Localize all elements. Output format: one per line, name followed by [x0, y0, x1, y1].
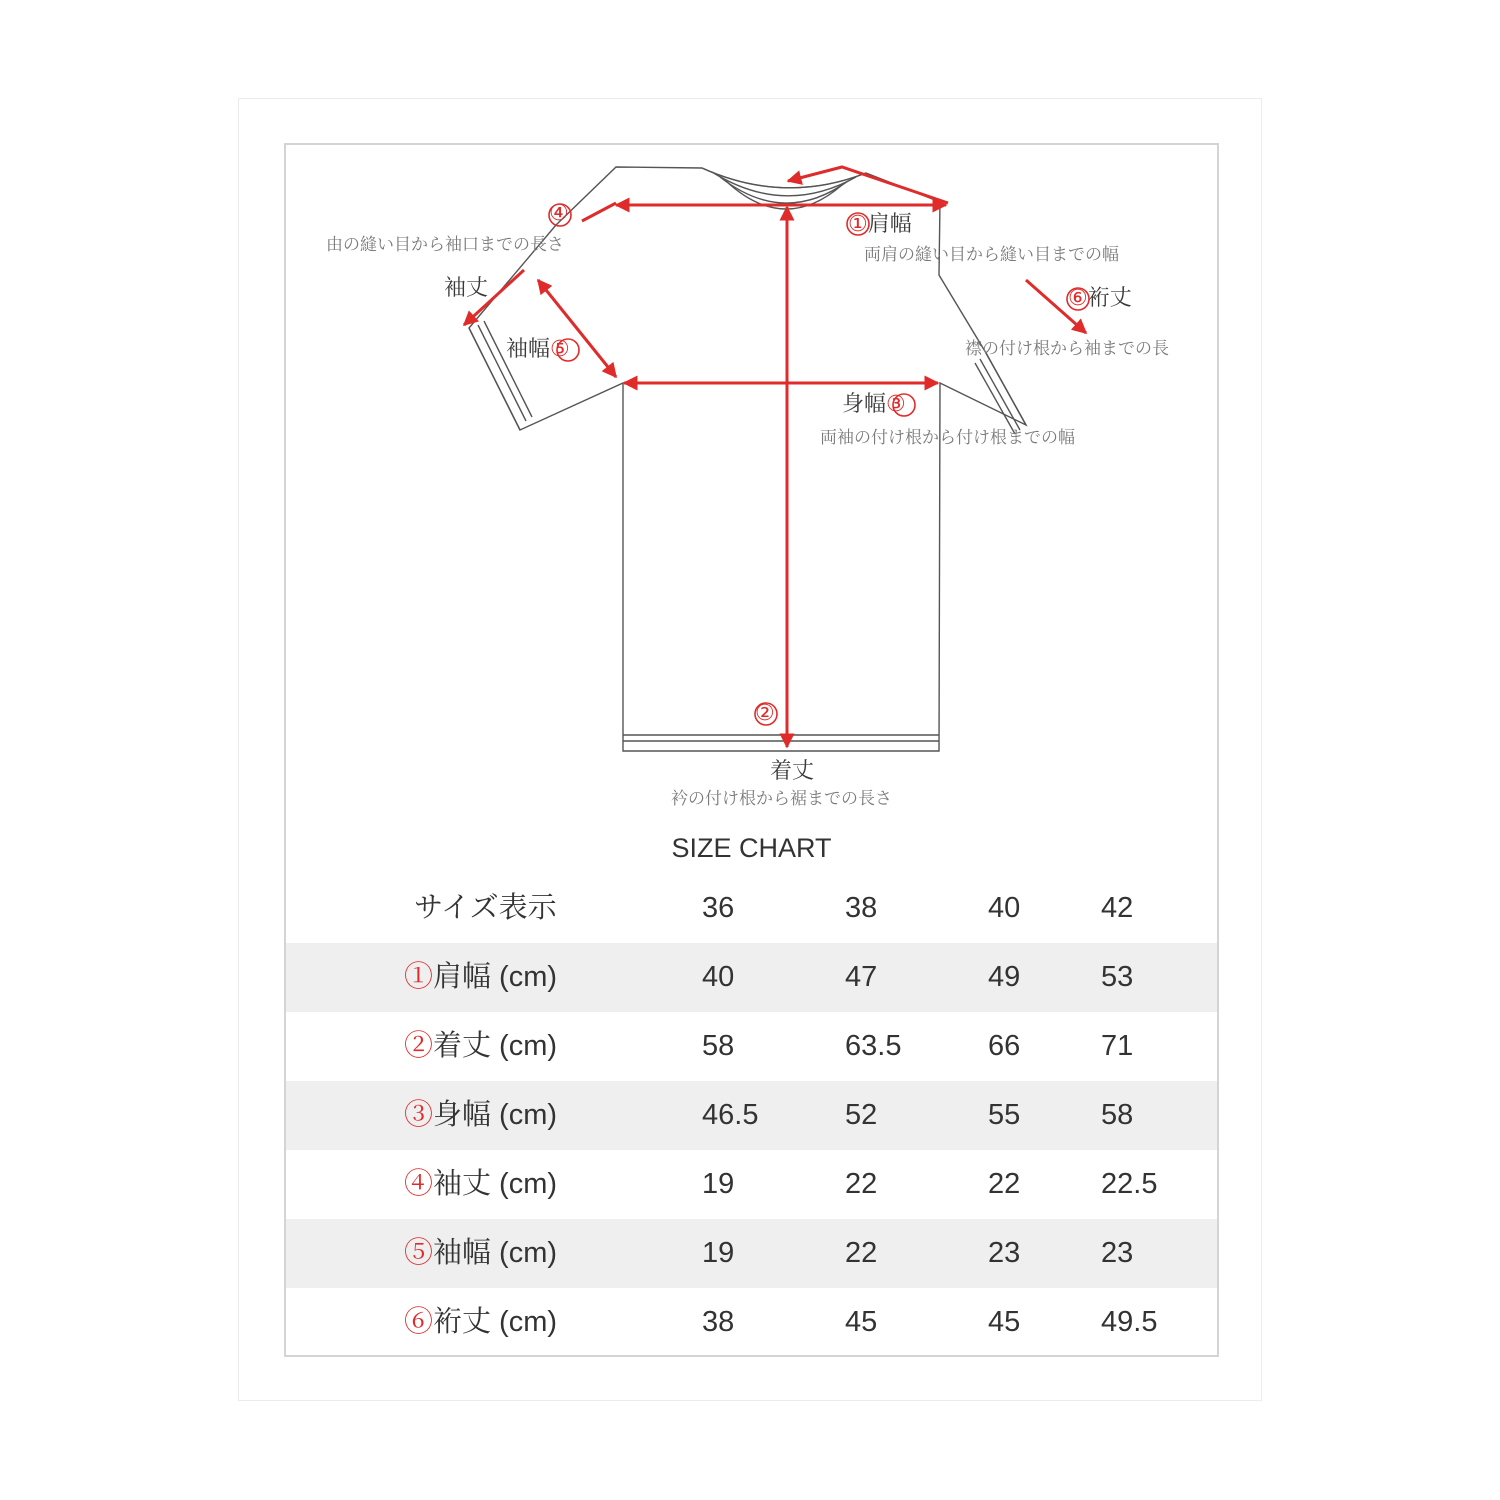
table-cell: 53	[1101, 961, 1134, 993]
size-table	[286, 874, 1217, 1357]
chart-title: SIZE CHART	[671, 833, 832, 863]
table-cell: 38	[702, 1306, 735, 1338]
row-label: ①肩幅 (cm)	[404, 961, 558, 993]
size-38: 38	[845, 892, 878, 924]
table-row	[286, 943, 1217, 1012]
table-row	[286, 1012, 1217, 1081]
table-row	[286, 1150, 1217, 1219]
table-cell: 19	[702, 1168, 735, 1200]
table-cell: 40	[702, 961, 735, 993]
table-cell: 58	[702, 1030, 735, 1062]
table-cell: 22	[845, 1168, 878, 1200]
size-header-row	[286, 874, 1217, 943]
size-header-label: サイズ表示	[414, 892, 557, 924]
row-label: ⑤袖幅 (cm)	[404, 1237, 558, 1269]
size-36: 36	[702, 892, 735, 924]
table-cell: 22.5	[1101, 1168, 1158, 1200]
table-cell: 46.5	[702, 1099, 759, 1131]
size-40: 40	[988, 892, 1021, 924]
marker-6: ⑥	[1068, 286, 1088, 311]
row-label: ⑥裄丈 (cm)	[404, 1306, 558, 1338]
marker-2: ②	[755, 701, 775, 726]
table-cell: 71	[1101, 1030, 1134, 1062]
shoulder-label: 肩幅	[867, 212, 912, 237]
body-width-desc: 両袖の付け根から付け根までの幅	[820, 428, 1075, 448]
table-row	[286, 1219, 1217, 1288]
table-cell: 58	[1101, 1099, 1134, 1131]
size-guide-card	[284, 143, 1219, 1357]
table-cell: 23	[1101, 1237, 1134, 1269]
yuki-label: 裄丈	[1087, 286, 1132, 311]
length-desc: 衿の付け根から裾までの長さ	[671, 789, 892, 809]
marker-5: ⑤	[550, 337, 570, 362]
size-42: 42	[1101, 892, 1134, 924]
table-cell: 23	[988, 1237, 1021, 1269]
table-cell: 63.5	[845, 1030, 902, 1062]
table-cell: 19	[702, 1237, 735, 1269]
yuki-desc: 襟の付け根から袖までの長	[965, 339, 1169, 359]
table-cell: 49.5	[1101, 1306, 1158, 1338]
table-row	[286, 1288, 1217, 1357]
marker-3: ③	[886, 392, 906, 417]
sleeve-length-desc: 由の縫い目から袖口までの長さ	[326, 235, 564, 255]
length-label: 着丈	[770, 759, 815, 784]
table-cell: 55	[988, 1099, 1021, 1131]
sleeve-length-label: 袖丈	[444, 276, 489, 301]
table-cell: 45	[988, 1306, 1021, 1338]
table-cell: 22	[845, 1237, 878, 1269]
table-row	[286, 1081, 1217, 1150]
row-label: ③身幅 (cm)	[404, 1099, 558, 1131]
marker-1: ①	[848, 212, 868, 237]
marker-4: ④	[549, 201, 569, 226]
shoulder-desc: 両肩の縫い目から縫い目までの幅	[864, 245, 1119, 265]
table-cell: 49	[988, 961, 1021, 993]
table-cell: 47	[845, 961, 878, 993]
body-width-label: 身幅	[842, 392, 887, 417]
table-cell: 52	[845, 1099, 878, 1131]
table-cell: 66	[988, 1030, 1021, 1062]
sleeve-width-label: 袖幅	[506, 337, 551, 362]
table-cell: 45	[845, 1306, 878, 1338]
row-label: ②着丈 (cm)	[404, 1030, 558, 1062]
table-cell: 22	[988, 1168, 1021, 1200]
row-label: ④袖丈 (cm)	[404, 1168, 558, 1200]
